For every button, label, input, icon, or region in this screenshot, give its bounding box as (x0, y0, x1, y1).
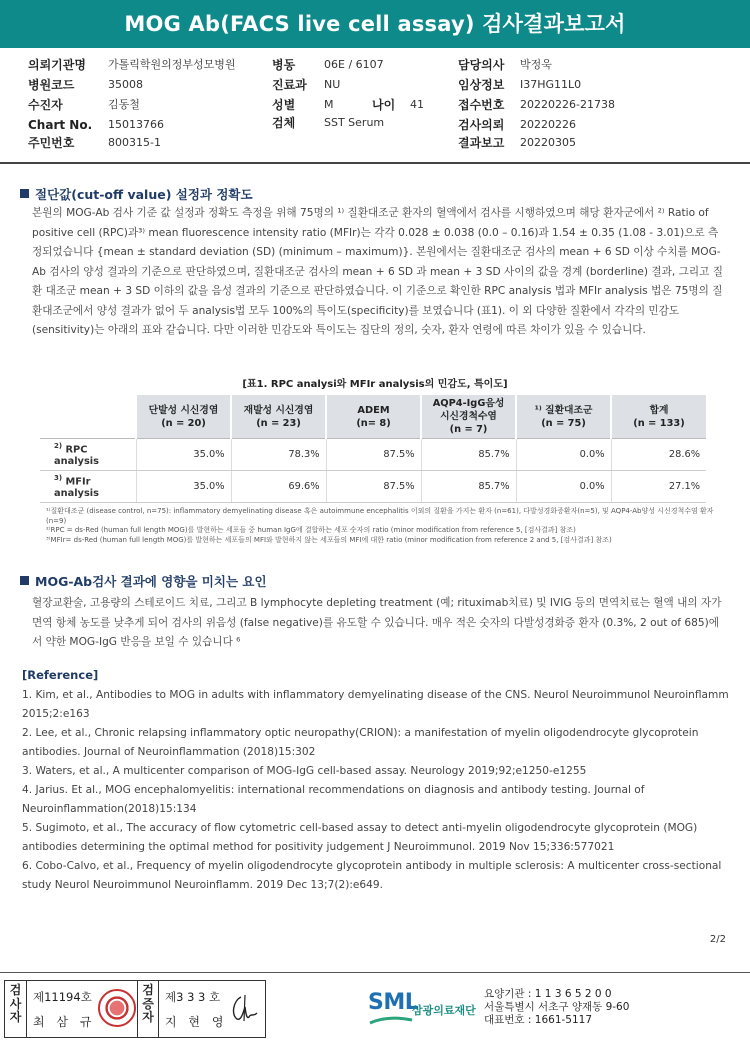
hospital-code-value: 35008 (108, 78, 143, 91)
ward-label: 병동 (272, 58, 296, 72)
square-bullet-icon (20, 189, 29, 198)
reference-item: 1. Kim, et al., Antibodies to MOG in adults with inflammatory demyelinating disease of the CNS. Neurol Neuroimmunol Neuroinflamm 2015;2:e163 (22, 689, 729, 720)
reference-item: 5. Sugimoto, et al., The accuracy of flow cytometric cell-based assay to detect anti-myelin oligodendrocyte glycoprotein (MOG) antibodies determining the optimal method for positivity judgement J Neuroimmunol. 2019 Nov 15;336:577021 (22, 822, 698, 853)
footnote: ³⁾MFIr= ds-Red (human full length MOG)를 발현하는 세포들의 MFI와 발현하지 않는 세포들의 MFI에 대한 ratio (minor modification from reference 2 and 5, [검사결과] 참조) (46, 535, 612, 544)
clinical-value: I37HG11L0 (520, 78, 582, 91)
org-logo-text: SML (368, 990, 419, 1015)
table-cell: 27.1% (611, 471, 706, 503)
cutoff-paragraph: 본원의 MOG-Ab 검사 기준 값 설정과 정확도 측정을 위해 75명의 ¹⁾ 질환대조군 환자의 혈액에서 검사를 시행하였으며 해당 환자군에서 ²⁾ Ratio of positive cell (RPC)과³⁾ mean fluorescence intensity ratio (MFIr)는 각각 0.028 ± 0.038 (0.0 – 0.16)과 1.54 ± 0.35 (1.08 - 3.01)으로 측정되었습니다 {mean ± standard deviation (SD) (minimum – maximum)}. 본원에서는 질환대조군 검사의 mean + 6 SD 이상 수치를 MOG-Ab 검사의 양성 결과의 기준으로 판단하였으며, 질환대조군 검사의 mean + 6 SD 과 mean + 3 SD 사이의 값을 경계 (borderline) 결과, 그리고 질환 대조군 mean + 3 SD 이하의 값을 음성 결과의 기준으로 판단하였습니다. 이 기준으로 확인한 RPC analysis 법과 MFIr analysis 법은 75명의 질환대조군에서 양성 결과가 없어 두 analysis법 모두 100%의 특이도(specificity)를 보였습니다 (표1). 이 외 다양한 질환에서 각각의 민감도(sensitivity)는 아래의 표와 같습니다. 다만 이러한 민감도와 특이도는 집단의 정의, 숫자, 환자 연령에 따른 차이가 있을 수 있습니다. (32, 207, 723, 336)
table-cell: 85.7% (421, 471, 516, 503)
receipt-label: 접수번호 (458, 98, 505, 112)
reference-item: 3. Waters, et al., A multicenter comparison of MOG-IgG cell-based assay. Neurology 2019;92;e1250-e1255 (22, 765, 587, 777)
clinical-label: 임상정보 (458, 78, 505, 92)
col-header: 단발성 시신경염 (n = 20) (136, 395, 231, 439)
references-list (22, 686, 732, 895)
table-footnotes (46, 507, 716, 545)
table-corner (40, 395, 136, 439)
org-name: 삼광의료재단 (412, 1004, 476, 1017)
table-cell: 78.3% (231, 439, 326, 471)
table-cell: 87.5% (326, 439, 421, 471)
factors-paragraph: 혈장교환술, 고용량의 스테로이드 치료, 그리고 B lymphocyte depleting treatment (예; rituximab치료) 및 IVIG 등의 면역치료는 혈액 내의 자가면역 항체 농도를 낮추게 되어 검사의 위음성 (false negative)를 유도할 수 있습니다. 매우 적은 숫자의 다발성경화증 환자 (0.3%, 2 out of 685)에서 약한 MOG-IgG 반응을 보일 수 있습니다 ⁶ (32, 597, 722, 648)
table-row (40, 439, 706, 471)
age-label: 나이 (372, 98, 396, 112)
reference-item: 4. Jarius. Et al., MOG encephalomyelitis: international recommendations on diagnosis and antibody testing. Journal of Neuroinflammation(2018)15:134 (22, 784, 645, 815)
table-caption: [표1. RPC analysi와 MFIr analysis의 민감도, 특이도] (242, 379, 508, 390)
hospital-value: 가톨릭학원의정부성모병원 (108, 58, 236, 71)
col-header: 재발성 시신경염 (n = 23) (231, 395, 326, 439)
report-label: 결과보고 (458, 136, 505, 150)
table-cell: 35.0% (136, 439, 231, 471)
signature-icon (227, 991, 261, 1027)
table-cell: 87.5% (326, 471, 421, 503)
dept-label: 진료과 (272, 78, 307, 92)
age-value: 41 (410, 98, 424, 111)
patient-value: 김동철 (108, 98, 140, 111)
reference-item: 6. Cobo-Calvo, et al., Frequency of myelin oligodendrocyte glycoprotein antibody in multiple sclerosis: A multicenter cross-sectional study Neurol Neuroimmunol Neuroinflamm. 2019 Dec 13;7(2):e649. (22, 860, 722, 891)
section-cutoff-heading: 절단값(cut-off value) 설정과 정확도 (20, 185, 253, 203)
ward-value: 06E / 6107 (324, 58, 384, 71)
references-title: [Reference] (22, 668, 99, 682)
row-label: $^{2)}$ RPC analysis (40, 439, 136, 471)
examiner-label: 검 사 자 (5, 981, 27, 1037)
section-cutoff-body (32, 204, 724, 341)
page-number: 2/2 (709, 934, 726, 945)
specimen-value: SST Serum (324, 116, 385, 129)
doctor-value: 박정욱 (520, 58, 552, 71)
table-cell: 0.0% (516, 471, 611, 503)
org-address: 서울특별시 서초구 양재동 9-60 (484, 1001, 630, 1013)
sex-label: 성별 (272, 98, 296, 112)
examiner-number: 제11194호 (33, 990, 92, 1004)
verifier-name: 지 현 영 (165, 1015, 228, 1029)
request-value: 20220226 (520, 118, 576, 131)
org-contact (484, 988, 629, 1027)
chart-label: Chart No. (28, 118, 93, 132)
col-header: 합계 (n = 133) (611, 395, 706, 439)
dept-value: NU (324, 78, 341, 91)
hospital-code-label: 병원코드 (28, 78, 75, 92)
patient-label: 수진자 (28, 98, 63, 112)
reference-item: 2. Lee, et al., Chronic relapsing inflammatory optic neuropathy(CRION): a manifestation of myelin oligodendrocyte glycoprotein antibodies. Journal of Neuroinflammation (2018)15:302 (22, 727, 699, 758)
table-cell: 69.6% (231, 471, 326, 503)
row-label: $^{3)}$ MFIr analysis (40, 471, 136, 503)
table-cell: 0.0% (516, 439, 611, 471)
section-factors-body (32, 594, 724, 653)
request-label: 검사의뢰 (458, 118, 505, 132)
specimen-label: 검체 (272, 116, 296, 130)
section-factors-heading: MOG-Ab검사 결과에 영향을 미치는 요인 (20, 572, 267, 590)
seal-stamp-icon (98, 989, 136, 1027)
footnote: ¹⁾질환대조군 (disease control, n=75): inflammatory demyelinating disease 혹은 autoimmune encephalitis 이외의 질환을 가지는 환자 (n=61), 다발성경화증환자(n=5), 및 AQP4-Ab양성 시신경척수염 환자(n=9) (46, 507, 714, 525)
verifier-label: 검 증 자 (137, 981, 159, 1037)
org-phone: 대표번호 : 1661-5117 (484, 1014, 593, 1026)
table-cell: 35.0% (136, 471, 231, 503)
footer-divider (0, 972, 750, 973)
sensitivity-table (40, 395, 706, 503)
col-header: ADEM (n= 8) (326, 395, 421, 439)
resident-value: 800315-1 (108, 136, 161, 149)
signature-box (4, 980, 266, 1038)
sex-value: M (324, 98, 334, 111)
org-code: 요양기관 : 1 1 3 6 5 2 0 0 (484, 988, 612, 1000)
chart-value: 15013766 (108, 118, 164, 131)
table-header-row (40, 395, 706, 439)
col-header: ¹⁾ 질환대조군 (n = 75) (516, 395, 611, 439)
col-header: AQP4-IgG음성 시신경척수염 (n = 7) (421, 395, 516, 439)
hospital-label: 의뢰기관명 (28, 58, 86, 72)
report-title: MOG Ab(FACS live cell assay) 검사결과보고서 (0, 0, 750, 48)
resident-label: 주민번호 (28, 136, 75, 150)
report-value: 20220305 (520, 136, 576, 149)
doctor-label: 담당의사 (458, 58, 505, 72)
footnote: ²⁾RPC = ds-Red (human full length MOG)를 발현하는 세포들 중 human IgG에 결합하는 세포 숫자의 ratio (minor modification from reference 5, [검사결과] 참조) (46, 526, 576, 534)
square-bullet-icon (20, 576, 29, 585)
table-cell: 85.7% (421, 439, 516, 471)
table-row (40, 471, 706, 503)
examiner-name: 최 삼 규 (33, 1015, 96, 1029)
verifier-number: 제3 3 3 호 (165, 990, 221, 1004)
info-divider (0, 162, 750, 164)
table-cell: 28.6% (611, 439, 706, 471)
receipt-value: 20220226-21738 (520, 98, 615, 111)
